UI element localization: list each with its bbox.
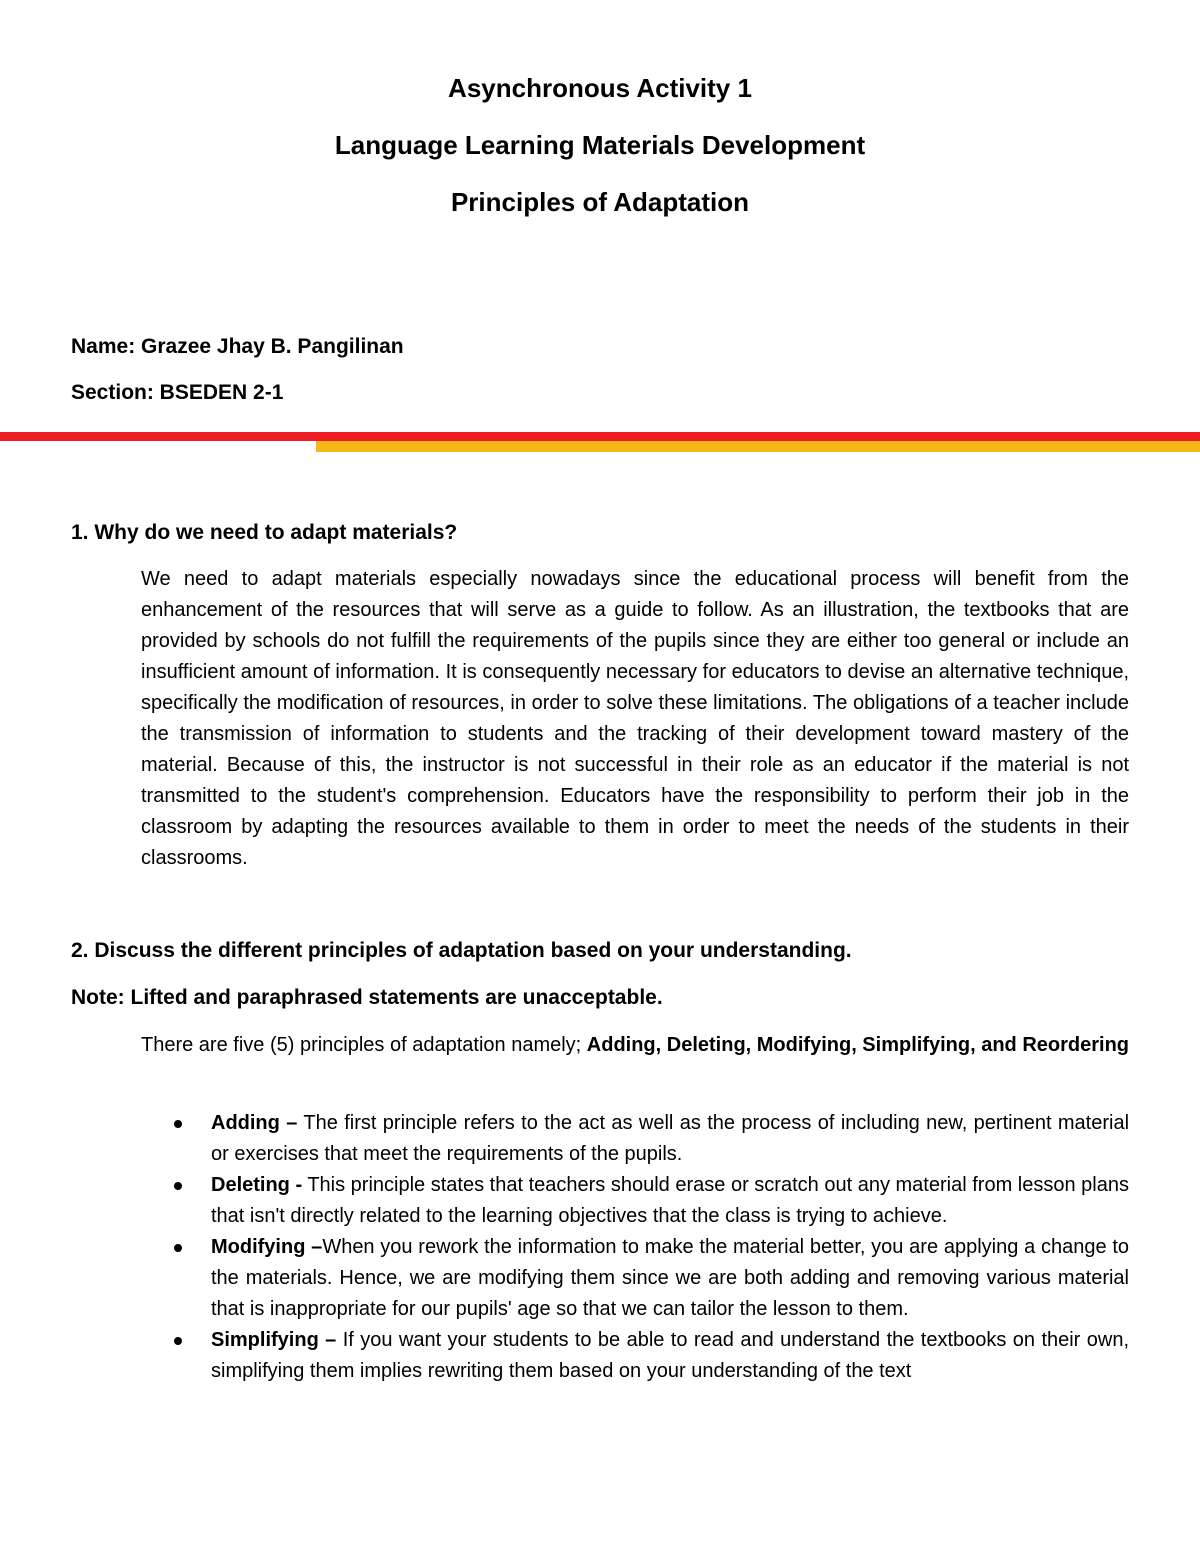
bullet-icon bbox=[174, 1182, 182, 1190]
bullet-icon bbox=[174, 1337, 182, 1345]
bullet-icon bbox=[174, 1244, 182, 1252]
question-1: 1. Why do we need to adapt materials? bbox=[71, 521, 458, 544]
orange-divider-bar bbox=[316, 441, 1200, 452]
principle-term: Adding – bbox=[211, 1112, 298, 1134]
principle-term: Deleting - bbox=[211, 1174, 303, 1196]
red-divider-bar bbox=[0, 432, 1200, 441]
intro-principles-list: Adding, Deleting, Modifying, Simplifying, and Reordering bbox=[586, 1034, 1129, 1056]
principle-term: Simplifying – bbox=[211, 1329, 337, 1351]
principle-description: If you want your students to be able to read and understand the textbooks on their own, simplifying them implies rewriting them based on your understanding of the text bbox=[211, 1329, 1129, 1382]
principle-description: The first principle refers to the act as well as the process of including new, pertinent material or exercises that meet the requirements of the pupils. bbox=[211, 1112, 1130, 1165]
principle-term: Modifying – bbox=[211, 1236, 323, 1258]
topic-title: Principles of Adaptation bbox=[450, 187, 750, 217]
answer-1-paragraph: We need to adapt materials especially nowadays since the educational process will benefit from the enhancement of the resources that will serve as a guide to follow. As an illustration, the textbooks that are provided by schools do not fulfill the requirements of the pupils since they are either too general or include an insufficient amount of information. It is consequently necessary for educators to devise an alternative technique, specifically the modification of resources, in order to solve these limitations. The obligations of a teacher include the transmission of information to students and the tracking of their development toward mastery of the material. Because of this, the instructor is not successful in their role as an educator if the material is not transmitted to the student's comprehension. Educators have the responsibility to perform their job in the classroom by adapting the resources available to them in order to meet the needs of the students in their classrooms. bbox=[141, 568, 1129, 869]
principle-description: This principle states that teachers should erase or scratch out any material from lesson plans that isn't directly related to the learning objectives that the class is trying to achieve. bbox=[211, 1174, 1129, 1227]
principles-list bbox=[211, 1108, 1129, 1387]
title-block bbox=[0, 70, 1200, 241]
student-section: Section: BSEDEN 2-1 bbox=[71, 381, 284, 404]
question-2: 2. Discuss the different principles of adaptation based on your understanding. bbox=[71, 939, 852, 962]
activity-title: Asynchronous Activity 1 bbox=[448, 73, 752, 103]
list-item bbox=[211, 1170, 1129, 1232]
question-2-note: Note: Lifted and paraphrased statements are unacceptable. bbox=[71, 986, 663, 1009]
principle-description: When you rework the information to make the material better, you are applying a change to the materials. Hence, we are modifying them since we are both adding and removing various material that is inappropriate for our pupils' age so that we can tailor the lesson to them. bbox=[211, 1236, 1130, 1320]
list-item bbox=[211, 1108, 1129, 1170]
bullet-icon bbox=[174, 1120, 182, 1128]
answer-2-intro bbox=[141, 1030, 1129, 1061]
intro-text: There are five (5) principles of adaptation namely; bbox=[141, 1034, 587, 1056]
list-item bbox=[211, 1232, 1129, 1325]
list-item bbox=[211, 1325, 1129, 1387]
course-title: Language Learning Materials Development bbox=[334, 130, 866, 160]
student-name: Name: Grazee Jhay B. Pangilinan bbox=[71, 335, 404, 358]
